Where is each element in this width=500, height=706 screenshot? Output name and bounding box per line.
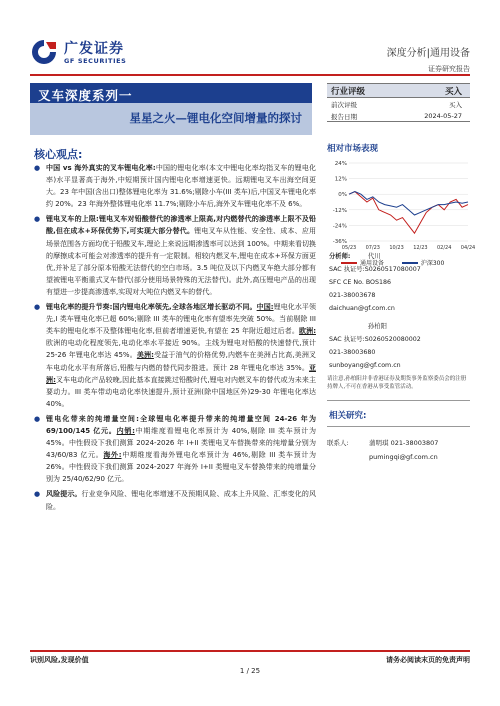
- analyst-1-email[interactable]: daichuan@gf.com.cn: [329, 305, 395, 312]
- analyst-2-phone: 021-38003680: [329, 349, 376, 356]
- key-points-title: 核心观点:: [34, 148, 83, 161]
- bullet-icon: ●: [34, 215, 41, 224]
- legend-label-sector: 通用设备: [360, 260, 385, 267]
- y-tick-label: 12%: [334, 176, 347, 183]
- x-tick-label: 02/24: [436, 245, 452, 251]
- y-tick-label: 0%: [338, 192, 347, 199]
- analyst-1-name: 代川: [368, 253, 381, 260]
- relative-performance-chart: [327, 157, 476, 257]
- performance-chart-svg: [327, 157, 476, 257]
- domestic-label: 内销:: [116, 426, 135, 435]
- section-divider: [327, 400, 470, 401]
- section-divider: [327, 426, 470, 427]
- analyst-2-name: 孙柏阳: [368, 323, 387, 330]
- title-banner: [30, 83, 312, 135]
- analyst-label: 分析师:: [329, 253, 351, 260]
- analyst-1-phone: 021-38003678: [329, 292, 376, 299]
- prev-rating-label: 前次评级: [331, 101, 357, 109]
- bullet-icon: ●: [34, 164, 41, 172]
- key-point-3: [34, 301, 316, 410]
- bullet-icon: ●: [34, 490, 41, 499]
- y-tick-label: -36%: [332, 239, 347, 245]
- region-asia-text: 叉车电动化产品较晚,因此基本直接跳过铅酸时代,锂电对内燃叉车的替代或为未来主要动力。III 类车带动电动化率快速提升,预计亚洲(除中国地区外)29-30 年锂电化率达 40%。: [46, 375, 316, 408]
- key-point-3-heading: 锂电化率的提升节奏:国内锂电化率领先,全球各地区增长驱动不同。: [46, 303, 257, 312]
- contact-email[interactable]: pumingqi@gf.com.cn: [369, 453, 438, 461]
- analyst-1-sfc: SFC CE No. BOS186: [329, 279, 392, 286]
- legend-label-index: 沪深300: [420, 260, 445, 267]
- key-point-1-text: 中国的锂电化率(本文中锂电化率均指叉车的锂电化率)水平显著高于海外,中短期预计国内锂电化率增速更快。远期锂电叉车出海空间更大。23 年中国(含出口)整体锂电化率为 31.6%;剔除小车(III 类车)后,中国叉车锂电化率约 20%。23 年海外整体锂电化率 11.7%;剔除小车后,海外叉车锂电化率不及 6%。: [46, 164, 316, 209]
- contact-values: [369, 436, 438, 464]
- related-research-title: 相关研究:: [329, 411, 367, 421]
- x-tick-label: 05/23: [341, 245, 357, 251]
- key-point-2-text: 锂电叉车从性能、安全性、成本、应用场景范围各方面均优于铅酸叉车,理论上来说远期渗透率可以达到 100%。中期来看切换的摩擦成本可能会对渗透率的提升有一定限制。相较内燃叉车,锂电在成本+环保方面更优,并补足了部分原本铅酸无法替代的空白市场。3.5 吨位及以下内燃叉车绝大部分都有望被锂电平衡重式叉车替代(部分使用场景特殊的无法替代)。此外,高压锂电产品的出现有望进一步提高渗透率,实现对大吨位内燃叉车的替代。: [46, 227, 317, 296]
- bullet-icon: ●: [34, 303, 41, 312]
- key-point-5: [34, 488, 316, 512]
- rating-box: [327, 83, 470, 122]
- y-tick-label: 24%: [334, 161, 347, 167]
- risk-text: 行业竞争风险、锂电化率增速不及预期风险、成本上升风险、汇率变化的风险。: [46, 490, 317, 511]
- x-tick-label: 12/23: [413, 245, 428, 251]
- gf-logo-icon: [30, 38, 58, 66]
- series-name: 叉车深度系列一: [38, 88, 133, 103]
- x-tick-label: 10/23: [389, 245, 404, 251]
- risk-heading: 风险提示。: [46, 490, 82, 499]
- analyst-1-details: [368, 250, 468, 263]
- page-number: 1 / 25: [239, 667, 261, 675]
- contact-phone: 蒲明琪 021-38003807: [369, 439, 439, 447]
- key-point-4: [34, 413, 316, 486]
- overseas-label: 海外:: [103, 451, 122, 460]
- y-tick-label: -12%: [332, 207, 347, 214]
- market-performance-title: 相对市场表现: [327, 144, 379, 154]
- footer-slogan: 识别风险,发现价值: [30, 656, 89, 664]
- overseas-text: 中期维度看海外锂电化率预计为 46%,剔除 III 类车预计为 26%。中性假设下我们测算 2024-2027 年海外 I+II 类锂电叉车替换带来的纯增量分别为 25/40/62/90 亿元。: [46, 451, 316, 484]
- domestic-text: 中期维度看锂电化率预计为 40%,剔除 III 类车预计为 45%。中性假设下我们测算 2024-2026 年 I+II 类锂电叉车替换带来的纯增量分别为 43/60/83 亿元。: [46, 426, 317, 460]
- report-date-value: 2024-05-27: [424, 112, 462, 120]
- prev-rating-value: 买入: [449, 101, 462, 109]
- analyst-2: [368, 320, 468, 333]
- region-america-text: 受益于油气的价格优势,内燃车在美洲占比高,美洲叉车电动化水平有所落后,铅酸与内燃的替代同步推进。预计 28 年锂电化率达 35%。: [46, 351, 316, 372]
- report-subtype: 证券研究报告: [428, 65, 470, 73]
- footer-disclaimer: 请务必阅读末页的免责声明: [386, 656, 470, 664]
- key-point-1-heading: 中国 vs 海外真实的叉车锂电化率:: [46, 164, 156, 172]
- y-tick-label: -24%: [332, 223, 347, 230]
- header-divider: [30, 74, 470, 76]
- key-point-1: [34, 162, 316, 210]
- footer-divider: [30, 650, 470, 652]
- rating-value: 买入: [444, 87, 462, 97]
- report-date-label: 报告日期: [331, 113, 357, 121]
- contact-label: 联系人:: [327, 439, 349, 447]
- analyst-2-sac: SAC 执证号:S0260520080002: [329, 336, 421, 343]
- region-asia: 亚洲:: [46, 363, 316, 384]
- key-point-2: [34, 213, 316, 298]
- key-point-2-heading: 锂电叉车的上限:锂电叉车对铅酸替代的渗透率上限高,对内燃替代的渗透率上限不及铅酸,但在成本+环保优势下,可实现大部分替代。: [46, 215, 316, 236]
- x-tick-label: 04/24: [460, 245, 476, 251]
- region-china: 中国:: [256, 303, 274, 312]
- region-america: 美洲:: [136, 351, 154, 360]
- analyst-2-email[interactable]: sunboyang@gf.com.cn: [329, 362, 401, 369]
- rating-header: [327, 83, 470, 98]
- report-category: [387, 44, 470, 74]
- rating-label: 行业评级: [331, 87, 366, 97]
- series-line-index: [349, 192, 468, 215]
- report-title: 星星之火—锂电化空间增量的探讨: [129, 111, 302, 125]
- report-type: 深度分析|通用设备: [386, 48, 470, 59]
- key-point-4-heading: 锂电化带来的纯增量空间:全球锂电化率提升带来的纯增量空间 24-26 年为 69/100/145 亿元。: [46, 414, 316, 435]
- x-tick-label: 07/23: [365, 245, 381, 251]
- logo-text-en: GF SECURITIES: [64, 57, 127, 65]
- region-europe: 欧洲:: [298, 327, 316, 336]
- analyst-1-sac: SAC 执证号:S0260517080007: [329, 266, 421, 273]
- prev-rating-row: [327, 98, 470, 110]
- bullet-icon: ●: [34, 414, 41, 423]
- company-logo: [30, 38, 160, 68]
- series-line-sector: [349, 192, 468, 234]
- key-points-body: [34, 162, 316, 516]
- report-date-row: [327, 110, 470, 122]
- logo-text-cn: 广发证券: [64, 41, 124, 57]
- region-china-text: 锂电化水平领先,I 类车锂电化率已超 60%;剔除 III 类车的锂电化率有望率先突破 50%。当前剔除 III 类车的锂电化率不及整体锂电化率,但前者增速更快,有望在 25 年附近超过后者。: [46, 303, 316, 336]
- region-europe-text: 欧洲的电动化程度领先,电动化率水平接近 90%。主线为锂电对铅酸的快速替代,预计 25-26 年锂电化率达 45%。: [46, 339, 316, 360]
- analyst-disclaimer: 请注意,孙柏阳并非香港证券及期货事务监察委员会的注册持牌人,不可在香港从事受监管活动。: [327, 376, 467, 390]
